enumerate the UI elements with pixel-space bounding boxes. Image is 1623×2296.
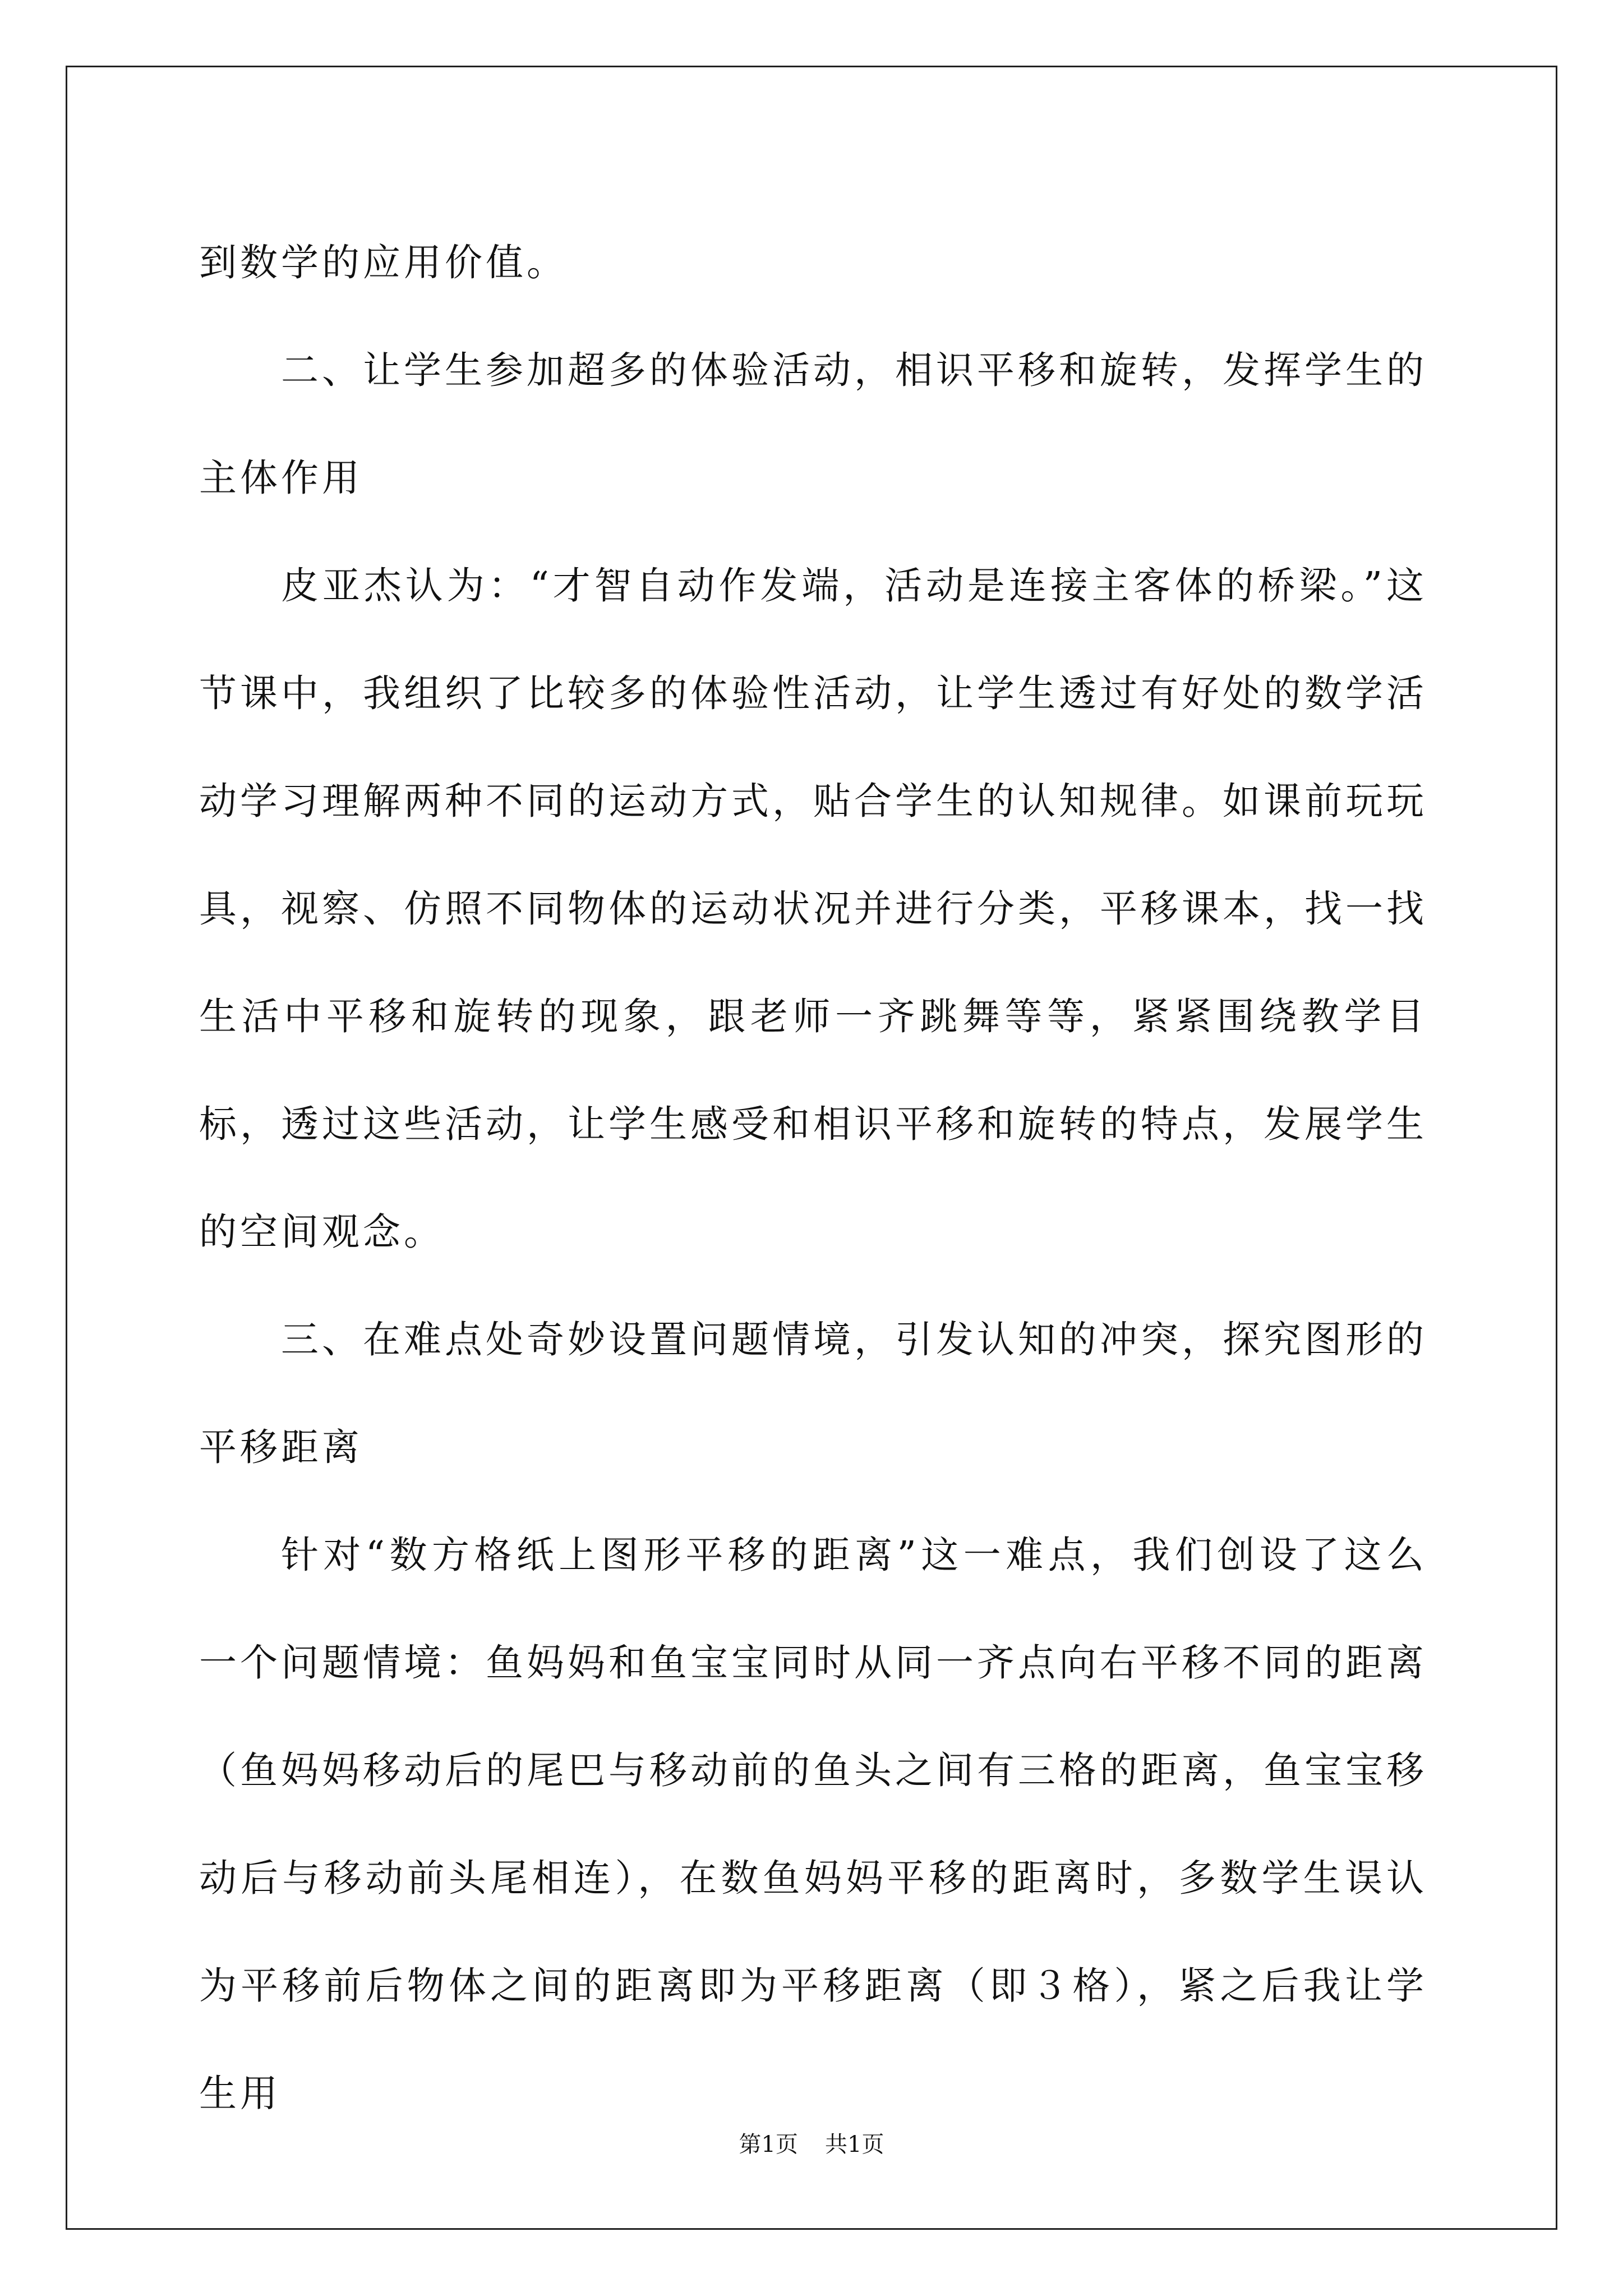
document-body [199,209,1427,2147]
paragraph-1: 到数学的应用价值。 [199,241,568,284]
paragraph-heading-3: 三、在难点处奇妙设置问题情境，引发认知的冲突，探究图形的平移距离 [199,1318,1427,1469]
page-number: 第1页 [739,2132,798,2157]
page-footer [0,2131,1623,2159]
paragraph-3: 皮亚杰认为：“才智自动作发端，活动是连接主客体的桥梁。”这节课中，我组织了比较多的体验性活动，让学生透过有好处的数学活动学习理解两种不同的运动方式，贴合学生的认知规律。如课前玩玩具，视察、仿照不同物体的运动状况并进行分类，平移课本，找一找生活中平移和旋转的现象，跟老师一齐跳舞等等，紧紧围绕教学目标，透过这些活动，让学生感受和相识平移和旋转的特点，发展学生的空间观念。 [199,564,1427,1254]
page-total: 共1页 [825,2132,884,2157]
paragraph-heading-2: 二、让学生参加超多的体验活动，相识平移和旋转，发挥学生的主体作用 [199,348,1427,500]
paragraph-5: 针对“数方格纸上图形平移的距离”这一难点，我们创设了这么一个问题情境：鱼妈妈和鱼宝宝同时从同一齐点向右平移不同的距离（鱼妈妈移动后的尾巴与移动前的鱼头之间有三格的距离，鱼宝宝移动后与移动前头尾相连），在数鱼妈妈平移的距离时，多数学生误认为平移前后物体之间的距离即为平移距离（即３格），紧之后我让学生用 [199,1533,1427,2115]
